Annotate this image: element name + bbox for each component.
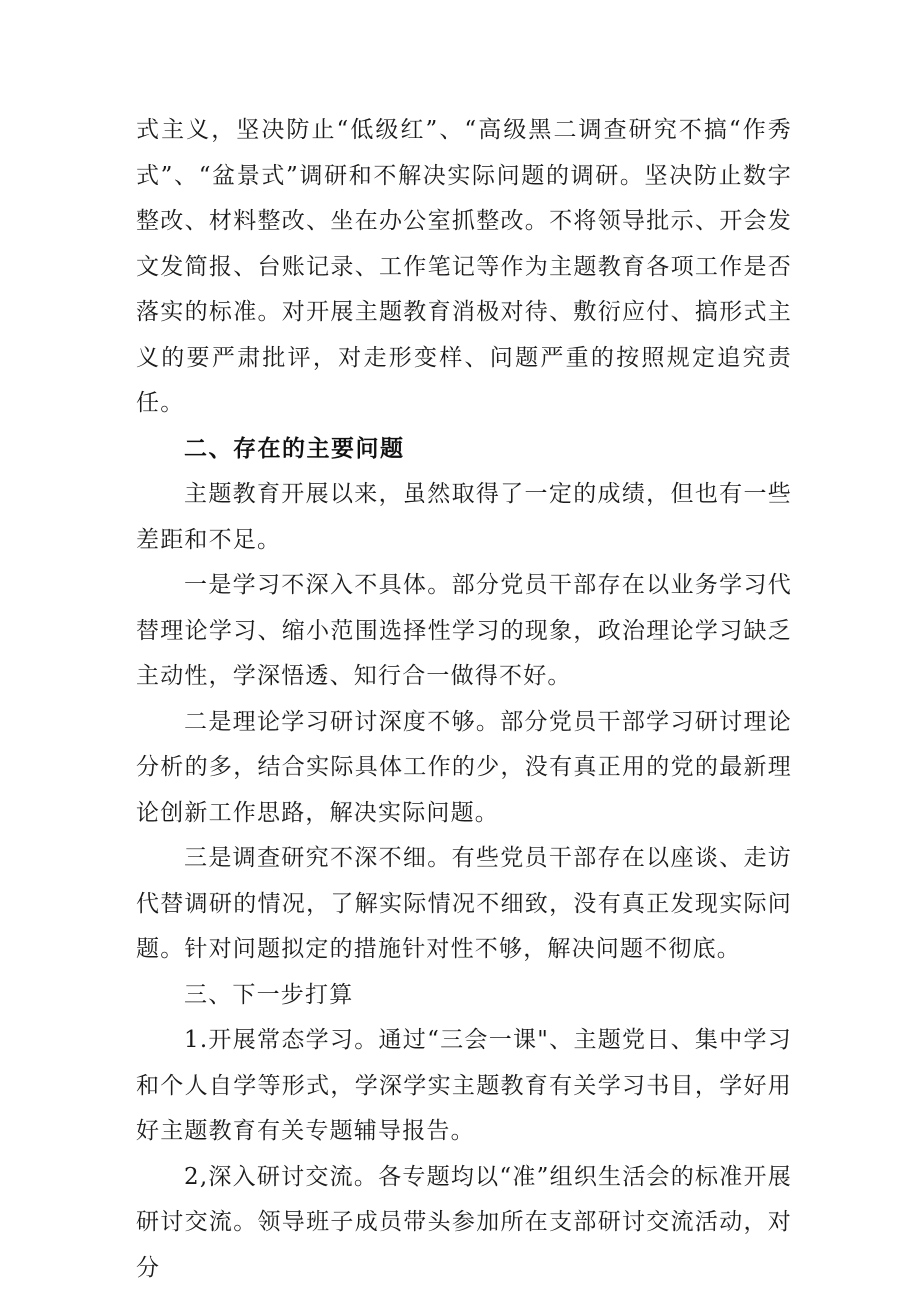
document-body	[136, 108, 792, 1291]
section-heading-main-problems: 二、存在的主要问题	[184, 435, 405, 462]
section-heading-next-steps: 三、下一步打算	[184, 981, 354, 1008]
paragraph-continuation: 式主义，坚决防止“低级红”、“高级黑二调查研究不搞“作秀式”、“盆景式”调研和不解决实际问题的调研。坚决防止数字整改、材料整改、坐在办公室抓整改。不将领导批示、开会发文发简报、台账记录、工作笔记等作为主题教育各项工作是否落实的标准。对开展主题教育消极对待、敷衍应付、搞形式主义的要严肃批评，对走形变样、问题严重的按照规定追究责任。	[136, 117, 792, 416]
paragraph-problem-three: 三是调查研究不深不细。有些党员干部存在以座谈、走访代替调研的情况，了解实际情况不细致，没有真正发现实际问题。针对问题拟定的措施针对性不够，解决问题不彻底。	[136, 845, 792, 962]
paragraph-step-one: 1.开展常态学习。通过“三会一课"、主题党日、集中学习和个人自学等形式，学深学实主题教育有关学习书目，学好用好主题教育有关专题辅导报告。	[136, 1027, 792, 1144]
paragraph-problem-two: 二是理论学习研讨深度不够。部分党员干部学习研讨理论分析的多，结合实际具体工作的少，没有真正用的党的最新理论创新工作思路，解决实际问题。	[136, 708, 792, 826]
paragraph-problems-intro: 主题教育开展以来，虽然取得了一定的成绩，但也有一些差距和不足。	[136, 481, 792, 553]
paragraph-problem-one: 一是学习不深入不具体。部分党员干部存在以业务学习代替理论学习、缩小范围选择性学习的现象，政治理论学习缺乏主动性，学深悟透、知行合一做得不好。	[136, 572, 792, 689]
paragraph-step-two: 2,深入研讨交流。各专题均以“准”组织生活会的标准开展研讨交流。领导班子成员带头参加所在支部研讨交流活动，对分	[136, 1163, 792, 1281]
